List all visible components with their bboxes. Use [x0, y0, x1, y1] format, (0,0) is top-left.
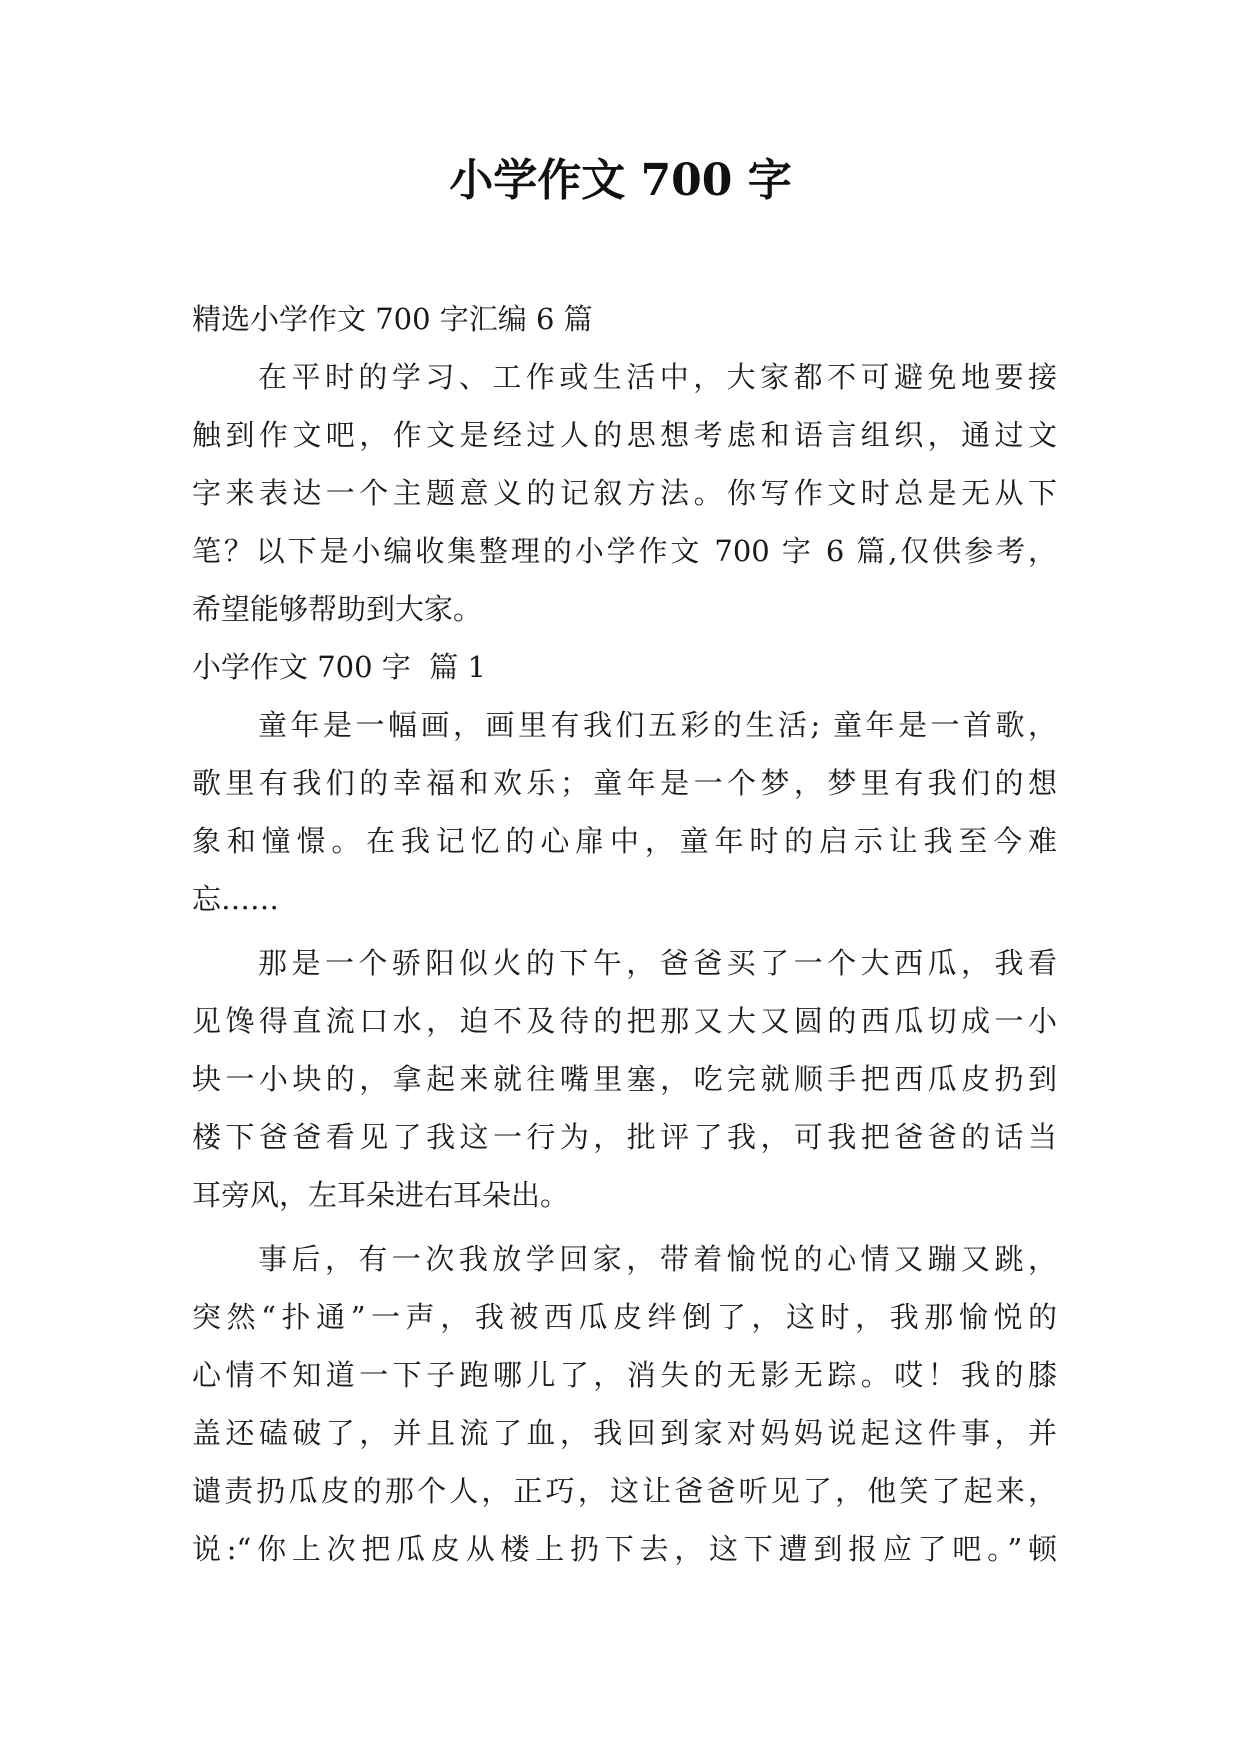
- essay-paragraph: [192, 934, 1057, 1224]
- text-line: 象和憧憬。在我记忆的心扉中，童年时的启示让我至今难: [192, 824, 1057, 858]
- document-body: [192, 290, 1057, 1578]
- text-line: 歌里有我们的幸福和欢乐；童年是一个梦，梦里有我们的想: [192, 766, 1057, 800]
- text-line: 突然“扑通”一声，我被西瓜皮绊倒了，这时，我那愉悦的: [192, 1300, 1057, 1334]
- essay-paragraph: [192, 696, 1057, 928]
- essay-heading: 小学作文 700 字 篇 1: [192, 650, 486, 684]
- text-line: 字来表达一个主题意义的记叙方法。你写作文时总是无从下: [192, 476, 1057, 510]
- text-line: 忘……: [192, 882, 280, 916]
- text-line: 触到作文吧，作文是经过人的思想考虑和语言组织，通过文: [192, 418, 1057, 452]
- text-line: 那是一个骄阳似火的下午，爸爸买了一个大西瓜，我看: [258, 946, 1057, 980]
- document-title: 小学作文 700 字: [449, 155, 792, 206]
- intro-paragraph: [192, 348, 1057, 638]
- text-line: 在平时的学习、工作或生活中，大家都不可避免地要接: [258, 360, 1057, 394]
- text-line: 说:“你上次把瓜皮从楼上扔下去，这下遭到报应了吧。”顿: [192, 1532, 1057, 1566]
- text-line: 盖还磕破了，并且流了血，我回到家对妈妈说起这件事，并: [192, 1416, 1057, 1450]
- essay-paragraph: [192, 1230, 1057, 1578]
- intro-heading: 精选小学作文 700 字汇编 6 篇: [192, 302, 593, 336]
- text-line: 事后，有一次我放学回家，带着愉悦的心情又蹦又跳，: [258, 1242, 1057, 1276]
- text-line: 耳旁风，左耳朵进右耳朵出。: [192, 1178, 570, 1212]
- text-line: 笔？以下是小编收集整理的小学作文 700 字 6 篇,仅供参考，: [192, 534, 1057, 568]
- text-line: 块一小块的，拿起来就往嘴里塞，吃完就顺手把西瓜皮扔到: [192, 1062, 1057, 1096]
- text-line: 楼下爸爸看见了我这一行为，批评了我，可我把爸爸的话当: [192, 1120, 1057, 1154]
- text-line: 谴责扔瓜皮的那个人，正巧，这让爸爸听见了，他笑了起来，: [192, 1474, 1057, 1508]
- text-line: 童年是一幅画，画里有我们五彩的生活; 童年是一首歌，: [258, 708, 1057, 742]
- text-line: 希望能够帮助到大家。: [192, 592, 483, 626]
- text-line: 心情不知道一下子跑哪儿了，消失的无影无踪。哎！我的膝: [192, 1358, 1057, 1392]
- text-line: 见馋得直流口水，迫不及待的把那又大又圆的西瓜切成一小: [192, 1004, 1057, 1038]
